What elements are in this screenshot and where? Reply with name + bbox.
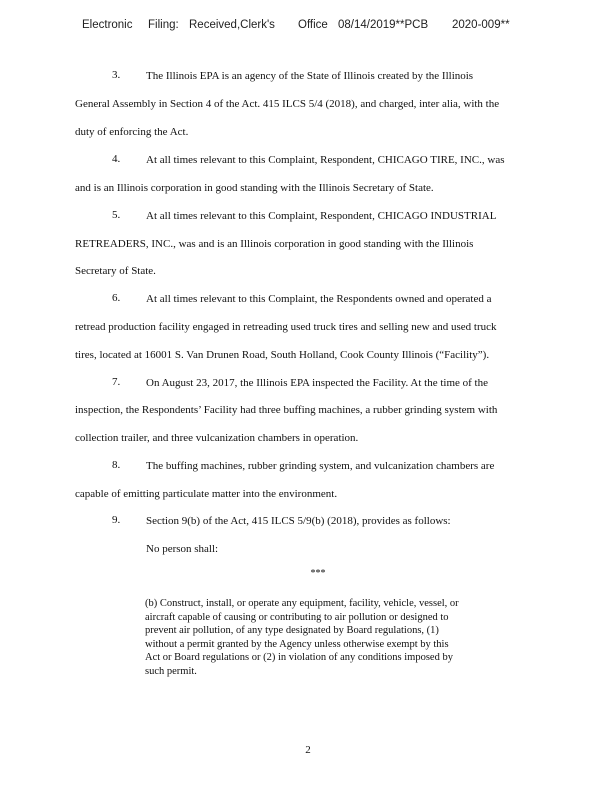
paragraph-number: 3. (112, 69, 121, 81)
efiling-header (0, 19, 616, 35)
paragraph-line: collection trailer, and three vulcanization chambers in operation. (75, 432, 359, 444)
header-received: Received,Clerk's (189, 19, 275, 31)
paragraph-line: At all times relevant to this Complaint, Respondent, CHICAGO TIRE, INC., was (146, 154, 505, 166)
header-filing: Filing: (148, 19, 179, 31)
paragraph-line: RETREADERS, INC., was and is an Illinois corporation in good standing with the Illinois (75, 238, 474, 250)
paragraph-line: capable of emitting particulate matter into the environment. (75, 488, 338, 500)
paragraph-line: duty of enforcing the Act. (75, 126, 189, 138)
paragraph-line: On August 23, 2017, the Illinois EPA inspected the Facility. At the time of the (146, 377, 488, 389)
paragraph-line: The buffing machines, rubber grinding system, and vulcanization chambers are (146, 460, 495, 472)
omission-stars: *** (310, 568, 326, 579)
paragraph-line: At all times relevant to this Complaint, Respondent, CHICAGO INDUSTRIAL (146, 210, 497, 222)
page-number: 2 (305, 744, 311, 756)
paragraph-line: and is an Illinois corporation in good standing with the Illinois Secretary of State. (75, 182, 434, 194)
paragraph-number: 4. (112, 153, 121, 165)
paragraph-line: tires, located at 16001 S. Van Drunen Road, South Holland, Cook County Illinois (“Facility”). (75, 349, 490, 361)
paragraph-number: 9. (112, 514, 121, 526)
header-electronic: Electronic (82, 19, 133, 31)
paragraph-line: General Assembly in Section 4 of the Act. 415 ILCS 5/4 (2018), and charged, inter alia, with the (75, 98, 500, 110)
paragraph-line: Section 9(b) of the Act, 415 ILCS 5/9(b) (2018), provides as follows: (146, 515, 451, 527)
paragraph-line: The Illinois EPA is an agency of the State of Illinois created by the Illinois (146, 70, 474, 82)
paragraph-number: 7. (112, 376, 121, 388)
block-quote: (b) Construct, install, or operate any equipment, facility, vehicle, vessel, or aircraft capable of causing or contributing to air pollution or designed to prevent air pollution, of any type designated by Board regulations, (1) without a permit granted by the Agency unless otherwise exempt by this Act or Board regulations or (2) in violation of any conditions imposed by such permit. (145, 598, 459, 677)
header-date: 08/14/2019**PCB (338, 19, 429, 31)
paragraph-number: 5. (112, 209, 121, 221)
paragraph-number: 8. (112, 459, 121, 471)
header-docket: 2020-009** (452, 19, 510, 31)
paragraph-line: At all times relevant to this Complaint, the Respondents owned and operated a (146, 293, 492, 305)
paragraph-number: 6. (112, 292, 121, 304)
paragraph-line: retread production facility engaged in retreading used truck tires and selling new and used truck (75, 321, 497, 333)
header-office: Office (298, 19, 328, 31)
paragraph-line: Secretary of State. (75, 265, 156, 277)
paragraph-line: inspection, the Respondents’ Facility had three buffing machines, a rubber grinding system with (75, 404, 498, 416)
paragraph-line: No person shall: (146, 543, 219, 555)
